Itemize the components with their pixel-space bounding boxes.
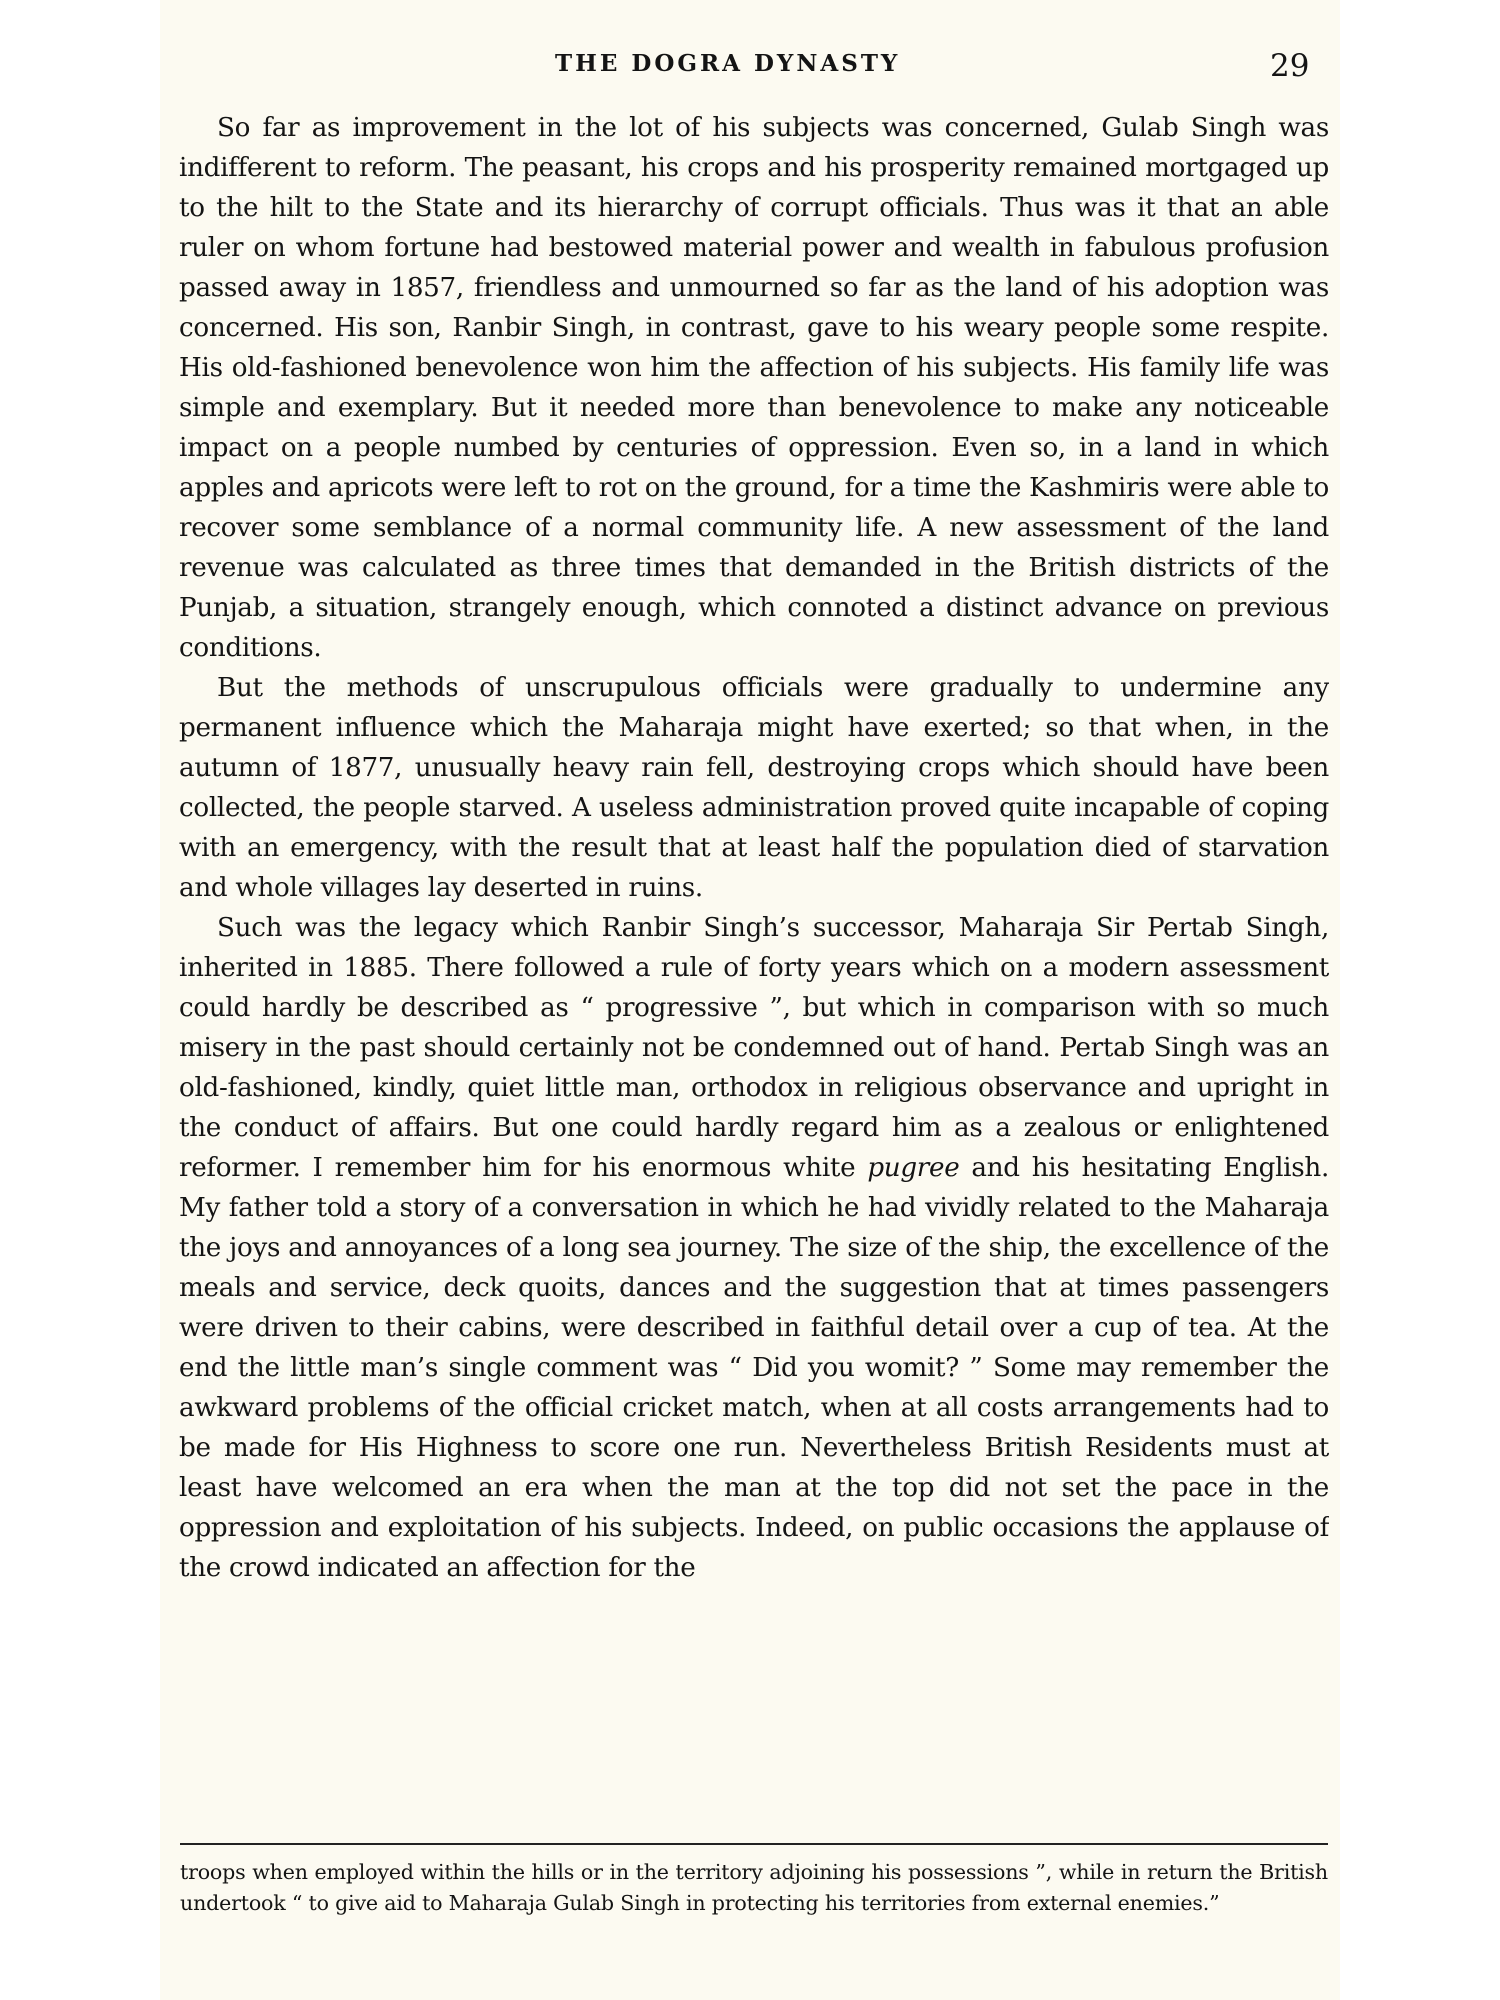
paragraph: But the methods of unscrupulous officials were gradually to undermine any permanent influence which the Maharaja might have exerted; so that when, in the autumn of 1877, unusually heavy rain fell, destroying crops which should have been collected, the people starved. A useless administration proved quite incapable of coping with an emergency, with the result that at least half the population died of starvation and whole villages lay deserted in ruins. bbox=[179, 673, 1329, 903]
book-page bbox=[160, 0, 1340, 2000]
body-text bbox=[179, 108, 1329, 1828]
running-title: THE DOGRA DYNASTY bbox=[555, 50, 901, 77]
page-number: 29 bbox=[1270, 48, 1310, 84]
italic-term: pugree bbox=[867, 1153, 960, 1183]
footnote-divider bbox=[180, 1843, 1328, 1845]
footnote: troops when employed within the hills or in the territory adjoining his possessions ”, while in return the British undertook “ to give aid to Maharaja Gulab Singh in protecting his territories from external enemies.” bbox=[180, 1860, 1328, 1915]
paragraph-text: and his hesitating English. My father told a story of a conversation in which he had vividly related to the Maharaja the joys and annoyances of a long sea journey. The size of the ship, the excellence of the meals and service, deck quoits, dances and the suggestion that at times passengers were driven to their cabins, were described in faithful detail over a cup of tea. At the end the little man’s single comment was “ Did you womit? ” Some may remember the awkward problems of the official cricket match, when at all costs arrangements had to be made for His Highness to score one run. Nevertheless British Residents must at least have welcomed an era when the man at the top did not set the pace in the oppression and exploitation of his subjects. Indeed, on public occasions the applause of the crowd indicated an affection for the bbox=[179, 1153, 1329, 1583]
paragraph-text: Such was the legacy which Ranbir Singh’s successor, Maharaja Sir Pertab Singh, inherited in 1885. There followed a rule of forty years which on a modern assessment could hardly be described as “ progressive ”, but which in comparison with so much misery in the past should certainly not be condemned out of hand. Pertab Singh was an old-fashioned, kindly, quiet little man, orthodox in religious observance and upright in the conduct of affairs. But one could hardly regard him as a zealous or enlightened reformer. I remember him for his enormous white bbox=[179, 913, 1329, 1183]
paragraph: So far as improvement in the lot of his subjects was concerned, Gulab Singh was indifferent to reform. The peasant, his crops and his prosperity remained mortgaged up to the hilt to the State and its hierarchy of corrupt officials. Thus was it that an able ruler on whom fortune had bestowed material power and wealth in fabulous profusion passed away in 1857, friendless and unmourned so far as the land of his adoption was concerned. His son, Ranbir Singh, in contrast, gave to his weary people some respite. His old-fashioned benevolence won him the affection of his subjects. His family life was simple and exemplary. But it needed more than benevolence to make any noticeable impact on a people numbed by centuries of oppression. Even so, in a land in which apples and apricots were left to rot on the ground, for a time the Kashmiris were able to recover some semblance of a normal community life. A new assessment of the land revenue was calculated as three times that demanded in the British districts of the Punjab, a situation, strangely enough, which connoted a distinct advance on previous conditions. bbox=[179, 113, 1329, 663]
paragraph bbox=[179, 908, 1329, 1588]
running-head bbox=[160, 48, 1340, 88]
